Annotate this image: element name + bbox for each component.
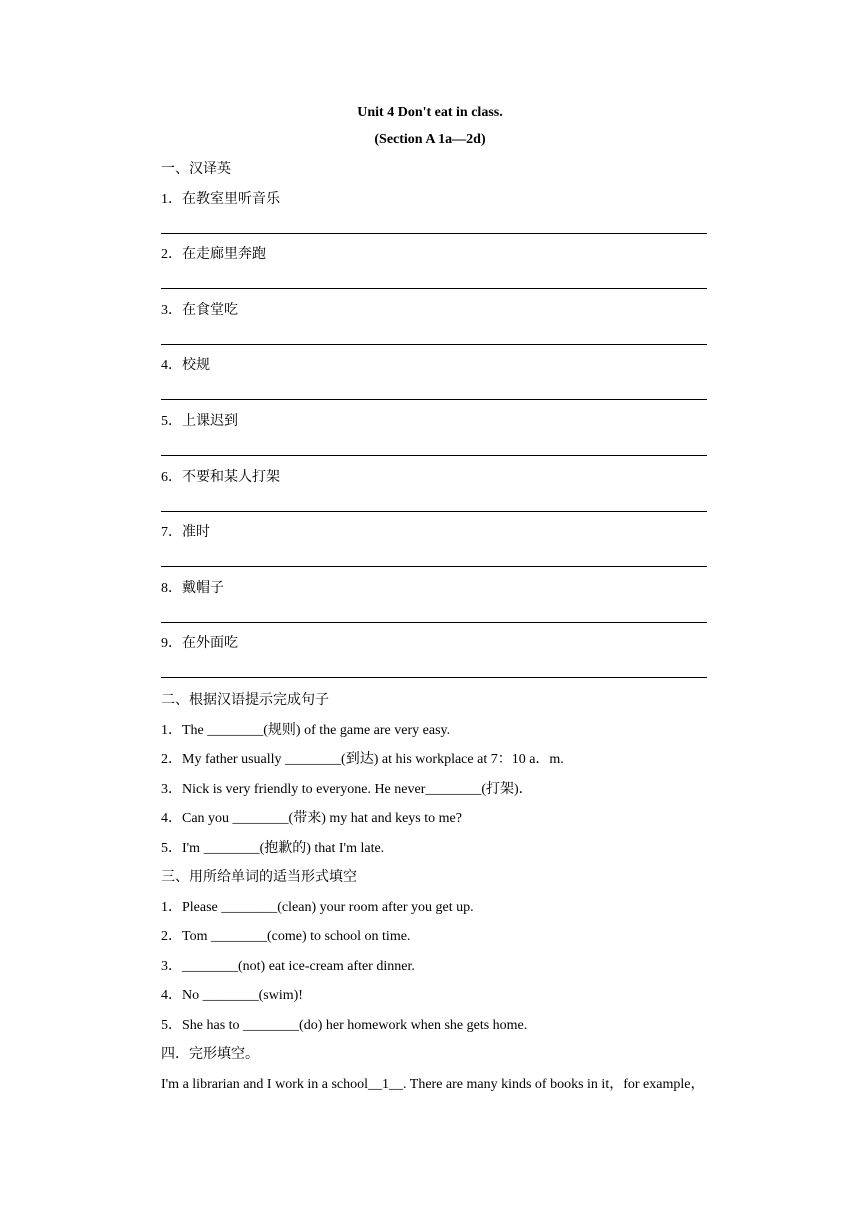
answer-line-5 (161, 455, 707, 456)
translation-item-1: 1．在教室里听音乐 (161, 192, 280, 207)
word-form-item-5: 5．She has to ________(do) her homework when she gets home. (161, 1018, 528, 1033)
sentence-item-4: 4．Can you ________(带来) my hat and keys to me? (161, 811, 462, 826)
document-title: Unit 4 Don't eat in class. (357, 105, 503, 120)
answer-line-7 (161, 566, 707, 567)
translation-item-6: 6．不要和某人打架 (161, 470, 280, 485)
translation-item-3: 3．在食堂吃 (161, 303, 238, 318)
section-1-heading: 一、汉译英 (161, 162, 231, 177)
sentence-item-3: 3．Nick is very friendly to everyone. He never________(打架)． (161, 782, 533, 797)
sentence-item-2: 2．My father usually ________(到达) at his workplace at 7：10 a．m. (161, 752, 564, 767)
section-2-heading: 二、根据汉语提示完成句子 (161, 693, 329, 708)
cloze-passage-end: . There are many kinds of books in it，for example， (403, 1077, 705, 1092)
answer-line-3 (161, 344, 707, 345)
section-4-heading: 四．完形填空。 (161, 1047, 259, 1062)
answer-line-9 (161, 677, 707, 678)
word-form-item-2: 2．Tom ________(come) to school on time. (161, 929, 411, 944)
answer-line-1 (161, 233, 707, 234)
translation-item-4: 4．校规 (161, 358, 210, 373)
answer-line-4 (161, 399, 707, 400)
translation-item-9: 9．在外面吃 (161, 636, 238, 651)
translation-item-5: 5．上课迟到 (161, 414, 238, 429)
cloze-passage-start: I'm a librarian and I work in a school (161, 1077, 369, 1092)
answer-line-6 (161, 511, 707, 512)
word-form-item-3: 3．________(not) eat ice-cream after dinner. (161, 959, 415, 974)
cloze-blank-1: __1__ (368, 1077, 404, 1092)
word-form-item-4: 4．No ________(swim)! (161, 988, 303, 1003)
sentence-item-5: 5．I'm ________(抱歉的) that I'm late. (161, 841, 385, 856)
translation-item-2: 2．在走廊里奔跑 (161, 247, 266, 262)
sentence-item-1: 1．The ________(规则) of the game are very easy. (161, 723, 451, 738)
word-form-item-1: 1．Please ________(clean) your room after you get up. (161, 900, 474, 915)
answer-line-2 (161, 288, 707, 289)
section-3-heading: 三、用所给单词的适当形式填空 (161, 870, 357, 885)
translation-item-7: 7．准时 (161, 525, 210, 540)
translation-item-8: 8．戴帽子 (161, 581, 224, 596)
answer-line-8 (161, 622, 707, 623)
cloze-passage (161, 1073, 704, 1093)
document-subtitle: (Section A 1a—2d) (374, 132, 486, 147)
